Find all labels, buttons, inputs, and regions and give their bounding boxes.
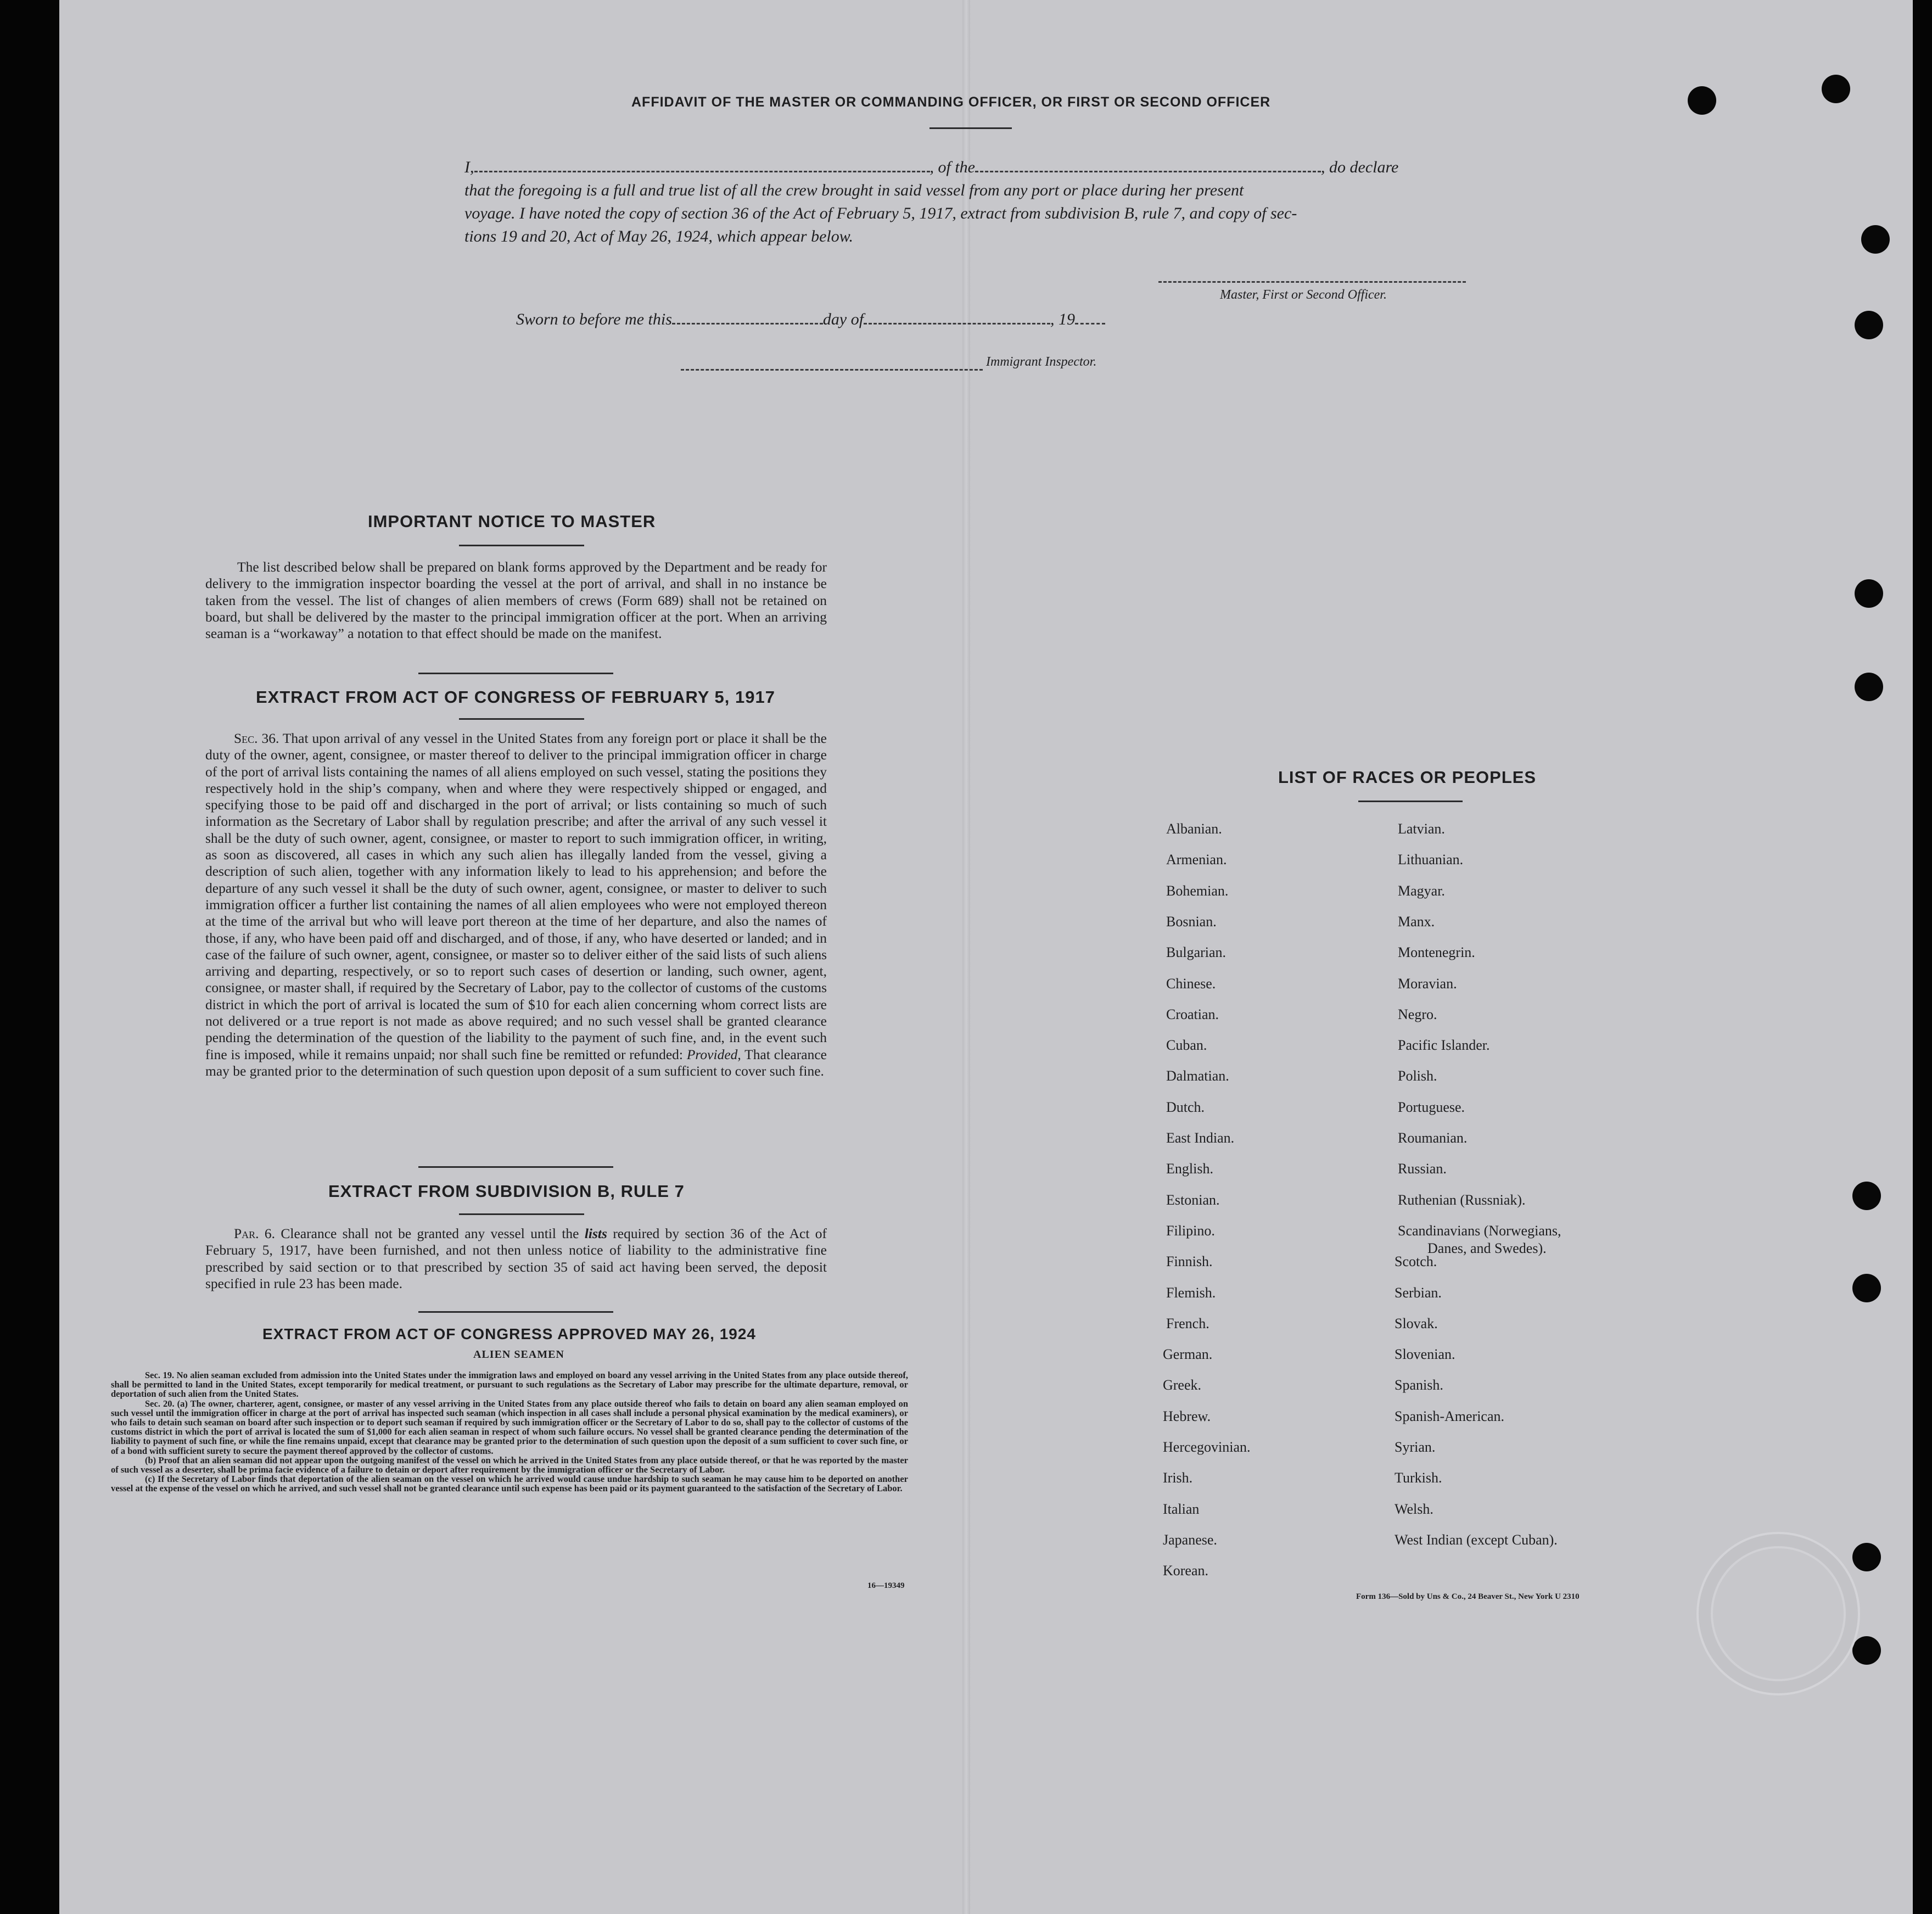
day-of-label: day of [822, 310, 864, 328]
race-item: Scotch. [1395, 1253, 1437, 1270]
races-divider [1358, 801, 1463, 802]
embossed-seal [1696, 1532, 1860, 1695]
race-item: Japanese. [1163, 1531, 1217, 1548]
extract-1917-body [205, 730, 827, 1079]
punch-hole [1852, 1274, 1881, 1302]
affidavit-title: AFFIDAVIT OF THE MASTER OR COMMANDING OFFICER, OR FIRST OR SECOND OFFICER [631, 94, 1271, 110]
name-blank[interactable] [474, 156, 930, 172]
affidavit-line-3: voyage. I have noted the copy of section 36 of the Act of February 5, 1917, extract from subdivision B, rule 7, and copy of sec- [464, 204, 1297, 222]
race-item: Russian. [1398, 1161, 1447, 1177]
notice-divider [459, 545, 584, 546]
race-item: Filipino. [1166, 1222, 1215, 1239]
punch-hole [1822, 75, 1850, 103]
affidavit-line-2: that the foregoing is a full and true list of all the crew brought in said vessel from any port or place during her present [464, 181, 1244, 199]
rule-7-divider [459, 1213, 584, 1215]
race-item: Lithuanian. [1398, 852, 1464, 868]
rule-7-body [205, 1225, 827, 1292]
race-item: Hebrew. [1163, 1408, 1211, 1424]
provided-text: Provided, [686, 1046, 741, 1062]
year-label: , 19 [1050, 310, 1076, 328]
race-item: Albanian. [1166, 821, 1222, 837]
sworn-label: Sworn to before me this [516, 310, 672, 328]
lists-text: lists [584, 1225, 607, 1241]
signature-line[interactable] [1158, 281, 1466, 283]
punch-hole [1855, 579, 1883, 608]
race-item: Estonian. [1166, 1191, 1220, 1208]
par-6-label: Par. 6. [234, 1225, 276, 1241]
race-item: Dutch. [1166, 1099, 1205, 1115]
race-item: Slovak. [1395, 1315, 1438, 1331]
race-item: Roumanian. [1398, 1130, 1468, 1146]
race-item: Manx. [1398, 913, 1435, 930]
race-item: Welsh. [1395, 1501, 1433, 1517]
race-item: Montenegrin. [1398, 944, 1475, 961]
race-item: Moravian. [1398, 975, 1457, 992]
par-6-text-a: Clearance shall not be granted any vessel until the [281, 1225, 579, 1241]
punch-hole [1852, 1182, 1881, 1210]
race-item: Danes, and Swedes). [1427, 1240, 1547, 1256]
affidavit-body [464, 156, 1497, 248]
divider [418, 1311, 613, 1313]
race-item: Greek. [1163, 1377, 1202, 1393]
race-item: Scandinavians (Norwegians, [1398, 1222, 1561, 1239]
extract-1924-body [111, 1370, 908, 1493]
race-item: Dalmatian. [1166, 1068, 1229, 1084]
races-title: LIST OF RACES OR PEOPLES [1278, 768, 1537, 787]
extract-1917-title: EXTRACT FROM ACT OF CONGRESS OF FEBRUARY 5, 1917 [256, 687, 775, 707]
page-fold [962, 0, 970, 1914]
notice-body [205, 559, 827, 642]
race-item: Negro. [1398, 1006, 1437, 1022]
race-item: Portuguese. [1398, 1099, 1465, 1115]
sec-36-end: That clearance may be granted prior to the determination of such question upon deposit of a sum sufficient to cover such fine. [205, 1046, 827, 1079]
punch-hole [1861, 225, 1890, 254]
extract-1924-title: EXTRACT FROM ACT OF CONGRESS APPROVED MAY 26, 1924 [262, 1325, 756, 1342]
sec-36-label: Sec. 36. [234, 730, 279, 746]
sec-20b-text: (b) Proof that an alien seaman did not appear upon the outgoing manifest of the vessel on which he arrived in the United States from any place outside thereof, or that he was reported by the master of such vessel as a deserter, shall be prima facie evidence of a failure to detain or deport after requirement by the immigration officer or the Secretary of Labor. [111, 1454, 908, 1475]
title-divider [929, 127, 1012, 129]
sworn-line [516, 309, 1105, 329]
day-blank[interactable] [672, 309, 823, 324]
rule-7-title: EXTRACT FROM SUBDIVISION B, RULE 7 [328, 1182, 685, 1201]
race-item: English. [1166, 1161, 1213, 1177]
extract-1917-divider [459, 718, 584, 720]
race-item: French. [1166, 1315, 1209, 1331]
inspector-label: Immigrant Inspector. [986, 355, 1097, 369]
par-6-text-b: required by section 36 of the Act of February 5, 1917, have been furnished, and not then unless notice of liability to the administrative fine prescribed by said section or to that prescribed by section 35 of said act having been served, the deposit specified in rule 23 has been made. [205, 1225, 827, 1291]
race-item: Spanish-American. [1395, 1408, 1505, 1424]
race-item: Finnish. [1166, 1253, 1213, 1270]
race-item: Italian [1163, 1501, 1200, 1517]
affidavit-of-the: , of the [929, 158, 975, 176]
race-item: Magyar. [1398, 882, 1445, 899]
race-item: Ruthenian (Russniak). [1398, 1191, 1526, 1208]
race-item: Slovenian. [1395, 1346, 1455, 1363]
divider [418, 673, 613, 674]
punch-hole [1855, 673, 1883, 701]
race-item: Bulgarian. [1166, 944, 1227, 961]
race-item: Irish. [1163, 1470, 1193, 1486]
race-item: Serbian. [1395, 1284, 1442, 1301]
signature-label: Master, First or Second Officer. [1220, 288, 1387, 302]
punch-hole [1852, 1543, 1881, 1571]
sec-36-text: That upon arrival of any vessel in the United States from any foreign port or place it shall be the duty of the owner, agent, consignee, or master thereof to deliver to the principal immigration officer in charge of the port of arrival lists containing the names of all aliens employed on such vessel, stating the positions they respectively hold in the ship’s company, when and where they were respectively shipped or engaged, and specifying those to be paid off and discharged in the port of arrival; or lists containing so much of such information as the Secretary of Labor shall by regulation prescribe; and after the arrival of any such vessel it shall be the duty of such owner, agent, consignee, or master to report to such immigration officer, in writing, as soon as discovered, all cases in which any such alien has illegally landed from the vessel, giving a description of such alien, together with any information likely to lead to his apprehension; and before the departure of any such vessel it shall be the duty of such owner, agent, consignee, or master to deliver to such immigration officer a further list containing the names of all alien employees who were not employed thereon at the time of the arrival but who will leave port thereon at the time of her departure, and also the names of those, if any, who have been paid off and discharged, and of those, if any, who have deserted or landed; and in case of the failure of such owner, agent, consignee, or master so to deliver either of the said lists of such aliens arriving and departing, respectively, or so to report such cases of desertion or landing, such owner, agent, consignee, or master shall, if required by the Secretary of Labor, pay to the collector of customs of the customs district in which the port of arrival is located the sum of $10 for each alien concerning whom correct lists are not delivered or a true report is not made as above required; and no such vessel shall be granted clearance pending the determination of the question of the liability to the payment of such fine, and, in the event such fine is imposed, while it remains unpaid; nor shall such fine be remitted or refunded: [205, 730, 827, 1062]
race-item: Latvian. [1398, 821, 1445, 837]
race-item: Croatian. [1166, 1006, 1219, 1022]
race-item: Chinese. [1166, 975, 1216, 992]
month-blank[interactable] [864, 309, 1050, 324]
race-item: West Indian (except Cuban). [1395, 1531, 1558, 1548]
race-item: Polish. [1398, 1068, 1437, 1084]
affidavit-line-1 [464, 156, 1497, 179]
race-item: Korean. [1163, 1563, 1209, 1579]
inspector-blank[interactable] [681, 355, 983, 371]
race-item: Turkish. [1395, 1470, 1442, 1486]
year-blank[interactable] [1075, 309, 1105, 324]
vessel-blank[interactable] [975, 156, 1321, 172]
affidavit-i-label: I, [464, 158, 474, 176]
punch-hole [1855, 311, 1883, 339]
race-item: Bosnian. [1166, 913, 1217, 930]
sec-20a-text: Sec. 20. (a) The owner, charterer, agent, consignee, or master of any vessel arriving in the United States from any place outside thereof who fails to detain on board any alien seaman employed on such vessel until the immigration officer in charge at the port of arrival has inspected such seaman (which inspection in all cases shall include a personal physical examination by the medical examiners), or who fails to detain such seaman on board after such inspection or to deport such seaman if required by such immigration officer or the Secretary of Labor to do so, shall pay to the collector of customs of the customs district in which the port of arrival is located the sum of $1,000 for each alien seaman in respect of whom such failure occurs. No vessel shall be granted clearance pending the determination of the liability to payment of such fine, or while the fine remains unpaid, except that clearance may be granted prior to the determination of such question upon the deposit of a sum sufficient to cover such fine, or of a bond with sufficient surety to secure the payment thereof approved by the collector of customs. [111, 1398, 908, 1456]
notice-title: IMPORTANT NOTICE TO MASTER [368, 512, 656, 531]
race-item: Armenian. [1166, 852, 1227, 868]
alien-seamen-subtitle: ALIEN SEAMEN [473, 1348, 564, 1361]
race-item: East Indian. [1166, 1130, 1235, 1146]
printer-footer: Form 136—Sold by Uns & Co., 24 Beaver St., New York U 2310 [1356, 1592, 1580, 1601]
divider [418, 1166, 613, 1168]
race-item: German. [1163, 1346, 1213, 1363]
race-item: Bohemian. [1166, 882, 1229, 899]
form-number: 16—19349 [867, 1581, 905, 1590]
affidavit-do-declare: , do declare [1321, 158, 1399, 176]
race-item: Cuban. [1166, 1037, 1207, 1054]
punch-hole [1688, 86, 1716, 115]
sec-20c-text: (c) If the Secretary of Labor finds that deportation of the alien seaman on the vessel on which he arrived would cause undue hardship to such seaman he may cause him to be deported on another vessel at the expense of the vessel on which he arrived, and such vessel shall not be granted clearance until such expense has been paid or its payment guaranteed to the satisfaction of the Secretary of Labor. [111, 1474, 908, 1494]
notice-text: The list described below shall be prepared on blank forms approved by the Department and be ready for delivery to the immigration inspector boarding the vessel at the port of arrival, and shall in no instance be taken from the vessel. The list of changes of alien members of crews (Form 689) shall not be retained on board, but shall be delivered by the master to the principal immigration officer at the port. When an arriving seaman is a “workaway” a notation to that effect should be made on the manifest. [205, 559, 827, 642]
race-item: Hercegovinian. [1163, 1439, 1251, 1455]
sec-19-text: Sec. 19. No alien seaman excluded from admission into the United States under the immigration laws and employed on board any vessel arriving in the United States from any place outside thereof, shall be permitted to land in the United States, except temporarily for medical treatment, or pursuant to such regulations as the Secretary of Labor may prescribe for the ultimate departure, removal, or deportation of such alien from the United States. [111, 1370, 908, 1400]
race-item: Syrian. [1395, 1439, 1436, 1455]
punch-hole [1852, 1636, 1881, 1665]
race-item: Flemish. [1166, 1284, 1216, 1301]
race-item: Spanish. [1395, 1377, 1443, 1393]
race-item: Pacific Islander. [1398, 1037, 1490, 1054]
affidavit-line-4: tions 19 and 20, Act of May 26, 1924, which appear below. [464, 227, 854, 245]
